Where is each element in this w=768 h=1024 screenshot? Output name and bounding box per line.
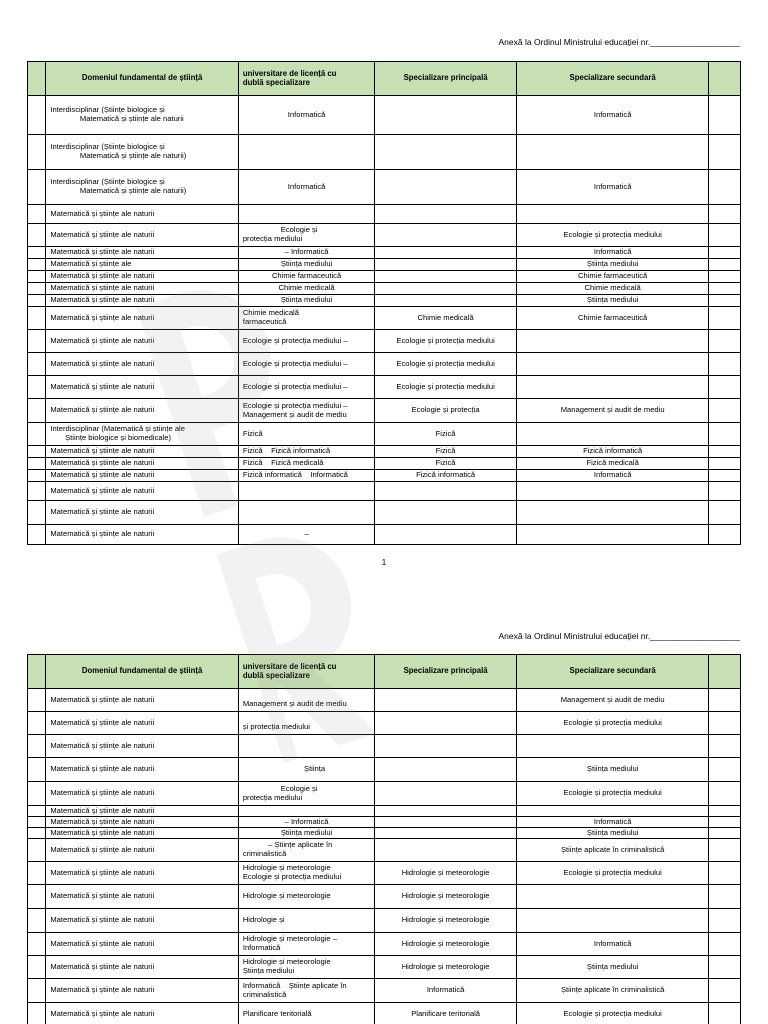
main-specialization-cell: Fizică informatică: [375, 470, 517, 482]
domain-cell: Matematică și științe ale naturii: [46, 735, 239, 758]
program-cell: Ecologie și protecția mediului – Management și audit de mediu: [238, 399, 374, 423]
header-blank-cell: [28, 655, 46, 689]
table-row: [28, 423, 741, 446]
row-blank-cell: [28, 482, 46, 501]
program-cell: și protecția mediului: [238, 712, 374, 735]
table-row: [28, 135, 741, 170]
domain-cell: Matematică și științe ale naturii: [46, 817, 239, 828]
domain-cell: Matematică și științe ale naturii: [46, 247, 239, 259]
program-cell: Ecologie și protecția mediului –: [238, 376, 374, 399]
row-blank-cell: [28, 979, 46, 1003]
row-blank-cell: [28, 782, 46, 806]
program-cell: Ecologie și protecția mediului –: [238, 353, 374, 376]
secondary-specialization-cell: [516, 501, 709, 525]
table-header-row: [28, 655, 741, 689]
domain-cell: Matematică și științe ale naturii: [46, 482, 239, 501]
program-cell: Chimie medicală farmaceutică: [238, 307, 374, 330]
row-blank-cell: [28, 170, 46, 205]
table-row: [28, 96, 741, 135]
program-cell: Fizică: [238, 423, 374, 446]
secondary-specialization-cell: [516, 735, 709, 758]
domain-cell: Matematică și științe ale naturii: [46, 758, 239, 782]
row-blank-cell: [709, 885, 741, 909]
row-blank-cell: [709, 956, 741, 979]
domain-cell: Interdisciplinar (Științe biologice și Matematică și științe ale naturii: [46, 96, 239, 135]
program-cell: [238, 482, 374, 501]
main-specialization-cell: Ecologie și protecția mediului: [375, 353, 517, 376]
main-specialization-cell: [375, 689, 517, 712]
secondary-specialization-cell: Chimie farmaceutică: [516, 307, 709, 330]
header-blank-cell: [709, 62, 741, 96]
domain-cell: Matematică și științe ale naturii: [46, 376, 239, 399]
header-blank-cell: [709, 655, 741, 689]
domain-cell: Interdisciplinar (Științe biologice și Matematică și științe ale naturii): [46, 135, 239, 170]
table-row: [28, 224, 741, 247]
table-row: [28, 839, 741, 862]
secondary-specialization-cell: Știința mediului: [516, 259, 709, 271]
row-blank-cell: [709, 735, 741, 758]
row-blank-cell: [709, 501, 741, 525]
main-specialization-cell: Ecologie și protecția mediului: [375, 376, 517, 399]
program-cell: Hidrologie și: [238, 909, 374, 933]
table-row: [28, 735, 741, 758]
program-cell: Știința: [238, 758, 374, 782]
row-blank-cell: [28, 247, 46, 259]
program-cell: –: [238, 525, 374, 545]
row-blank-cell: [709, 828, 741, 839]
table-row: [28, 1003, 741, 1024]
main-specialization-cell: [375, 271, 517, 283]
row-blank-cell: [28, 224, 46, 247]
domain-cell: Matematică și științe ale naturii: [46, 501, 239, 525]
row-blank-cell: [709, 271, 741, 283]
main-specialization-cell: [375, 283, 517, 295]
main-specialization-cell: [375, 259, 517, 271]
table-row: [28, 689, 741, 712]
specializations-table: [27, 654, 741, 1024]
secondary-specialization-cell: Informatică: [516, 170, 709, 205]
main-specialization-cell: Hidrologie și meteorologie: [375, 885, 517, 909]
main-specialization-cell: [375, 224, 517, 247]
row-blank-cell: [28, 735, 46, 758]
main-specialization-cell: [375, 828, 517, 839]
table-row: [28, 782, 741, 806]
row-blank-cell: [28, 470, 46, 482]
main-specialization-cell: [375, 758, 517, 782]
table-row: [28, 828, 741, 839]
secondary-specialization-cell: Informatică: [516, 933, 709, 956]
domain-cell: Matematică și științe ale naturii: [46, 885, 239, 909]
program-cell: [238, 135, 374, 170]
domain-cell: Interdisciplinar (Științe biologice și Matematică și științe ale naturii): [46, 170, 239, 205]
header-main-specialization: Specializare principală: [375, 655, 517, 689]
header-secondary-specialization: Specializare secundară: [516, 655, 709, 689]
main-specialization-cell: Hidrologie și meteorologie: [375, 956, 517, 979]
row-blank-cell: [28, 295, 46, 307]
main-specialization-cell: [375, 135, 517, 170]
row-blank-cell: [709, 1003, 741, 1024]
main-specialization-cell: [375, 501, 517, 525]
table-row: [28, 501, 741, 525]
table-row: [28, 806, 741, 817]
row-blank-cell: [28, 1003, 46, 1024]
row-blank-cell: [28, 376, 46, 399]
row-blank-cell: [709, 689, 741, 712]
table-row: [28, 712, 741, 735]
table-row: [28, 295, 741, 307]
secondary-specialization-cell: Ecologie și protecția mediului: [516, 782, 709, 806]
table-row: [28, 259, 741, 271]
table-row: [28, 909, 741, 933]
secondary-specialization-cell: Fizică informatică: [516, 446, 709, 458]
secondary-specialization-cell: [516, 376, 709, 399]
domain-cell: Matematică și științe ale naturii: [46, 458, 239, 470]
main-specialization-cell: Hidrologie și meteorologie: [375, 909, 517, 933]
secondary-specialization-cell: Știința mediului: [516, 295, 709, 307]
row-blank-cell: [709, 817, 741, 828]
main-specialization-cell: [375, 839, 517, 862]
row-blank-cell: [709, 353, 741, 376]
secondary-specialization-cell: Ecologie și protecția mediului: [516, 1003, 709, 1024]
secondary-specialization-cell: [516, 525, 709, 545]
row-blank-cell: [28, 307, 46, 330]
domain-cell: Matematică și științe ale naturii: [46, 446, 239, 458]
secondary-specialization-cell: Ecologie și protecția mediului: [516, 862, 709, 885]
header-secondary-specialization: Specializare secundară: [516, 62, 709, 96]
domain-cell: Matematică și științe ale naturii: [46, 782, 239, 806]
secondary-specialization-cell: Management și audit de mediu: [516, 399, 709, 423]
secondary-specialization-cell: Informatică: [516, 817, 709, 828]
secondary-specialization-cell: Știința mediului: [516, 828, 709, 839]
row-blank-cell: [28, 806, 46, 817]
program-cell: Știința mediului: [238, 828, 374, 839]
secondary-specialization-cell: Informatică: [516, 470, 709, 482]
domain-cell: Matematică și științe ale naturii: [46, 828, 239, 839]
program-cell: Știința mediului: [238, 295, 374, 307]
header-domain: Domeniul fundamental de știință: [46, 655, 239, 689]
table-row: [28, 353, 741, 376]
domain-cell: Matematică și științe ale naturii: [46, 295, 239, 307]
main-specialization-cell: [375, 205, 517, 224]
secondary-specialization-cell: [516, 885, 709, 909]
row-blank-cell: [709, 979, 741, 1003]
row-blank-cell: [28, 839, 46, 862]
domain-cell: Matematică și științe ale naturii: [46, 1003, 239, 1024]
program-cell: Fizică informatică Informatică: [238, 470, 374, 482]
main-specialization-cell: [375, 247, 517, 259]
row-blank-cell: [28, 689, 46, 712]
row-blank-cell: [28, 828, 46, 839]
secondary-specialization-cell: [516, 423, 709, 446]
header-programs: universitare de licență cu dublă specializare: [238, 655, 374, 689]
row-blank-cell: [28, 399, 46, 423]
program-cell: Hidrologie și meteorologie: [238, 885, 374, 909]
main-specialization-cell: [375, 817, 517, 828]
table-row: [28, 956, 741, 979]
row-blank-cell: [28, 862, 46, 885]
program-cell: Știința mediului: [238, 259, 374, 271]
row-blank-cell: [709, 247, 741, 259]
secondary-specialization-cell: Științe aplicate în criminalistică: [516, 839, 709, 862]
program-cell: [238, 501, 374, 525]
row-blank-cell: [709, 295, 741, 307]
main-specialization-cell: Fizică: [375, 423, 517, 446]
header-programs: universitare de licență cu dublă specializare: [238, 62, 374, 96]
program-cell: Fizică Fizică informatică: [238, 446, 374, 458]
row-blank-cell: [709, 423, 741, 446]
row-blank-cell: [709, 330, 741, 353]
page-number: 1: [381, 558, 387, 567]
main-specialization-cell: Informatică: [375, 979, 517, 1003]
domain-cell: Matematică și științe ale naturii: [46, 470, 239, 482]
table-row: [28, 470, 741, 482]
main-specialization-cell: Fizică: [375, 446, 517, 458]
main-specialization-cell: [375, 712, 517, 735]
domain-cell: Matematică și științe ale naturii: [46, 224, 239, 247]
secondary-specialization-cell: Informatică: [516, 247, 709, 259]
main-specialization-cell: [375, 782, 517, 806]
table-row: [28, 446, 741, 458]
row-blank-cell: [28, 259, 46, 271]
row-blank-cell: [28, 909, 46, 933]
header-blank-cell: [28, 62, 46, 96]
main-specialization-cell: [375, 525, 517, 545]
table-row: [28, 307, 741, 330]
secondary-specialization-cell: Ecologie și protecția mediului: [516, 224, 709, 247]
program-cell: – Informatică: [238, 817, 374, 828]
program-cell: Chimie farmaceutică: [238, 271, 374, 283]
row-blank-cell: [28, 885, 46, 909]
program-cell: Informatică: [238, 170, 374, 205]
document-page-2: [0, 598, 768, 1024]
domain-cell: Matematică și științe ale naturii: [46, 399, 239, 423]
program-cell: Hidrologie și meteorologie – Informatică: [238, 933, 374, 956]
row-blank-cell: [28, 353, 46, 376]
row-blank-cell: [28, 283, 46, 295]
program-cell: Informatică: [238, 96, 374, 135]
row-blank-cell: [28, 933, 46, 956]
domain-cell: Matematică și științe ale naturii: [46, 712, 239, 735]
row-blank-cell: [28, 96, 46, 135]
table-row: [28, 458, 741, 470]
table-row: [28, 271, 741, 283]
secondary-specialization-cell: Chimie medicală: [516, 283, 709, 295]
specializations-table: [27, 61, 741, 545]
main-specialization-cell: Ecologie și protecția mediului: [375, 330, 517, 353]
header-domain: Domeniul fundamental de știință: [46, 62, 239, 96]
row-blank-cell: [709, 933, 741, 956]
main-specialization-cell: Fizică: [375, 458, 517, 470]
row-blank-cell: [709, 205, 741, 224]
domain-cell: Matematică și științe ale naturii: [46, 353, 239, 376]
program-cell: Planificare teritorială: [238, 1003, 374, 1024]
domain-cell: Matematică și științe ale: [46, 259, 239, 271]
row-blank-cell: [709, 862, 741, 885]
secondary-specialization-cell: Chimie farmaceutică: [516, 271, 709, 283]
secondary-specialization-cell: [516, 482, 709, 501]
main-specialization-cell: [375, 806, 517, 817]
table-row: [28, 817, 741, 828]
row-blank-cell: [709, 482, 741, 501]
row-blank-cell: [28, 758, 46, 782]
row-blank-cell: [709, 399, 741, 423]
secondary-specialization-cell: Știința mediului: [516, 758, 709, 782]
table-row: [28, 330, 741, 353]
row-blank-cell: [709, 909, 741, 933]
program-cell: [238, 806, 374, 817]
domain-cell: Matematică și științe ale naturii: [46, 862, 239, 885]
program-cell: Management și audit de mediu: [238, 689, 374, 712]
header-main-specialization: Specializare principală: [375, 62, 517, 96]
table-row: [28, 482, 741, 501]
program-cell: Ecologie și protecția mediului: [238, 782, 374, 806]
table-row: [28, 399, 741, 423]
row-blank-cell: [28, 135, 46, 170]
row-blank-cell: [709, 806, 741, 817]
domain-cell: Matematică și științe ale naturii: [46, 307, 239, 330]
program-cell: Informatică Științe aplicate în criminalistică: [238, 979, 374, 1003]
domain-cell: Matematică și științe ale naturii: [46, 205, 239, 224]
main-specialization-cell: [375, 482, 517, 501]
table-row: [28, 205, 741, 224]
row-blank-cell: [709, 307, 741, 330]
secondary-specialization-cell: Fizică medicală: [516, 458, 709, 470]
row-blank-cell: [709, 839, 741, 862]
domain-cell: Matematică și științe ale naturii: [46, 271, 239, 283]
row-blank-cell: [709, 712, 741, 735]
main-specialization-cell: Chimie medicală: [375, 307, 517, 330]
table-row: [28, 758, 741, 782]
main-specialization-cell: [375, 735, 517, 758]
program-cell: [238, 205, 374, 224]
secondary-specialization-cell: Știința mediului: [516, 956, 709, 979]
domain-cell: Matematică și științe ale naturii: [46, 806, 239, 817]
row-blank-cell: [28, 446, 46, 458]
table-row: [28, 862, 741, 885]
secondary-specialization-cell: [516, 353, 709, 376]
row-blank-cell: [28, 956, 46, 979]
table-row: [28, 525, 741, 545]
domain-cell: Matematică și științe ale naturii: [46, 933, 239, 956]
table-row: [28, 170, 741, 205]
row-blank-cell: [28, 501, 46, 525]
row-blank-cell: [709, 525, 741, 545]
program-cell: Ecologie și protecția mediului –: [238, 330, 374, 353]
secondary-specialization-cell: Management și audit de mediu: [516, 689, 709, 712]
row-blank-cell: [709, 283, 741, 295]
secondary-specialization-cell: Informatică: [516, 96, 709, 135]
row-blank-cell: [709, 376, 741, 399]
row-blank-cell: [28, 205, 46, 224]
row-blank-cell: [709, 224, 741, 247]
domain-cell: Matematică și științe ale naturii: [46, 956, 239, 979]
table-row: [28, 979, 741, 1003]
domain-cell: Matematică și științe ale naturii: [46, 330, 239, 353]
program-cell: Fizică Fizică medicală: [238, 458, 374, 470]
main-specialization-cell: Ecologie și protecția: [375, 399, 517, 423]
row-blank-cell: [709, 135, 741, 170]
domain-cell: Matematică și științe ale naturii: [46, 283, 239, 295]
row-blank-cell: [28, 330, 46, 353]
main-specialization-cell: Hidrologie și meteorologie: [375, 862, 517, 885]
program-cell: Hidrologie și meteorologie Ecologie și protecția mediului: [238, 862, 374, 885]
domain-cell: Interdisciplinar (Matematică și științe ale Științe biologice și biomedicale): [46, 423, 239, 446]
domain-cell: Matematică și științe ale naturii: [46, 839, 239, 862]
table-row: [28, 885, 741, 909]
row-blank-cell: [709, 446, 741, 458]
annex-header: Anexă la Ordinul Ministrului educației nr.___________________: [498, 37, 740, 47]
row-blank-cell: [709, 458, 741, 470]
secondary-specialization-cell: [516, 909, 709, 933]
table-header-row: [28, 62, 741, 96]
secondary-specialization-cell: [516, 205, 709, 224]
row-blank-cell: [709, 96, 741, 135]
program-cell: – Informatică: [238, 247, 374, 259]
program-cell: – Științe aplicate în criminalistică: [238, 839, 374, 862]
row-blank-cell: [28, 423, 46, 446]
program-cell: Hidrologie și meteorologie Știința mediului: [238, 956, 374, 979]
secondary-specialization-cell: [516, 135, 709, 170]
row-blank-cell: [709, 170, 741, 205]
row-blank-cell: [709, 259, 741, 271]
row-blank-cell: [709, 470, 741, 482]
main-specialization-cell: Planificare teritorială: [375, 1003, 517, 1024]
program-cell: Ecologie și protecția mediului: [238, 224, 374, 247]
domain-cell: Matematică și științe ale naturii: [46, 979, 239, 1003]
domain-cell: Matematică și științe ale naturii: [46, 909, 239, 933]
row-blank-cell: [28, 712, 46, 735]
row-blank-cell: [28, 458, 46, 470]
program-cell: [238, 735, 374, 758]
secondary-specialization-cell: [516, 806, 709, 817]
row-blank-cell: [28, 525, 46, 545]
row-blank-cell: [28, 271, 46, 283]
main-specialization-cell: Hidrologie și meteorologie: [375, 933, 517, 956]
main-specialization-cell: [375, 170, 517, 205]
secondary-specialization-cell: [516, 330, 709, 353]
table-row: [28, 247, 741, 259]
main-specialization-cell: [375, 96, 517, 135]
annex-header: Anexă la Ordinul Ministrului educației nr.___________________: [498, 631, 740, 641]
row-blank-cell: [709, 782, 741, 806]
table-row: [28, 376, 741, 399]
secondary-specialization-cell: Ecologie și protecția mediului: [516, 712, 709, 735]
domain-cell: Matematică și științe ale naturii: [46, 525, 239, 545]
row-blank-cell: [28, 817, 46, 828]
table-row: [28, 283, 741, 295]
secondary-specialization-cell: Științe aplicate în criminalistică: [516, 979, 709, 1003]
program-cell: Chimie medicală: [238, 283, 374, 295]
table-row: [28, 933, 741, 956]
row-blank-cell: [709, 758, 741, 782]
main-specialization-cell: [375, 295, 517, 307]
domain-cell: Matematică și științe ale naturii: [46, 689, 239, 712]
